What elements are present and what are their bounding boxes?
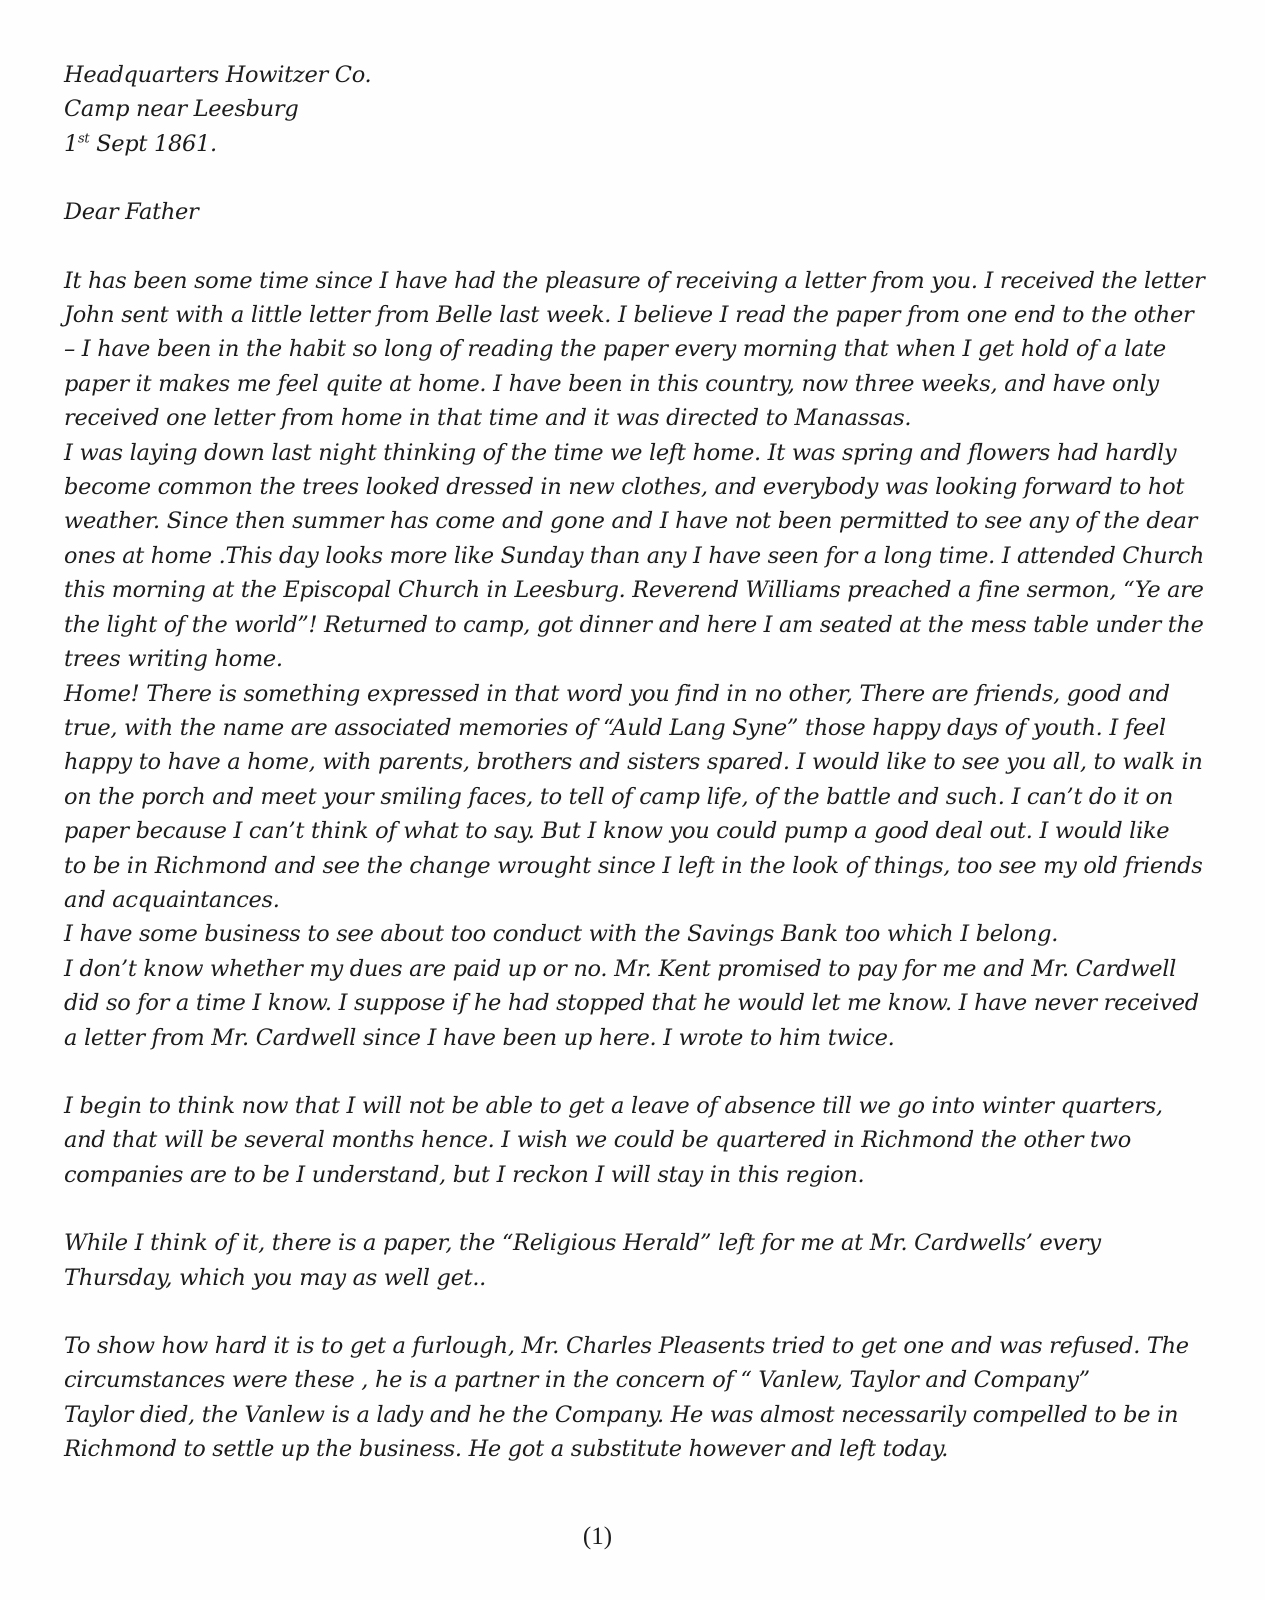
letter-date — [64, 127, 1204, 161]
spacer — [64, 230, 1204, 264]
text-line: Richmond to settle up the business. He got a substitute however and left today. — [64, 1436, 949, 1463]
text-line: on the porch and meet your smiling faces, to tell of camp life, of the battle and such. I can’t do it on — [64, 783, 1174, 810]
page-number — [0, 1523, 1265, 1551]
text-line: paper because I can’t think of what to say. But I know you could pump a good deal out. I would like — [64, 818, 1170, 845]
text-line: Home! There is something expressed in that word you find in no other, There are friends, good and — [64, 680, 1170, 707]
text-line: paper it makes me feel quite at home. I have been in this country, now three weeks, and have only — [64, 370, 1159, 397]
text-line: happy to have a home, with parents, brothers and sisters spared. I would like to see you all, to walk in — [64, 749, 1203, 776]
paragraph — [64, 264, 1204, 436]
text-line: trees writing home. — [64, 646, 283, 673]
text-line: To show how hard it is to get a furlough, Mr. Charles Pleasents tried to get one and was refused. The — [64, 1333, 1189, 1359]
salutation: Dear Father — [64, 199, 199, 226]
text-line: did so for a time I know. I suppose if he had stopped that he would let me know. I have never received — [64, 990, 1199, 1017]
text-line: and acquaintances. — [64, 886, 280, 913]
date-suffix: st — [78, 131, 90, 147]
text-line: – I have been in the habit so long of reading the paper every morning that when I get hold of a late — [64, 336, 1166, 363]
text-line: ones at home .This day looks more like Sunday than any I have seen for a long time. I attended Church — [64, 542, 1205, 569]
text-line: I have some business to see about too conduct with the Savings Bank too which I belong. — [64, 921, 1059, 948]
text-line: this morning at the Episcopal Church in Leesburg. Reverend Williams preached a fine sermon, “Ye are — [64, 577, 1204, 604]
date-day: 1 — [64, 130, 79, 157]
text-line: It has been some time since I have had the pleasure of receiving a letter from you. I received the letter — [64, 267, 1205, 294]
paragraph — [64, 677, 1204, 918]
letter-heading-line-2: Camp near Leesburg — [64, 96, 299, 123]
paragraph — [64, 1089, 1204, 1192]
text-line: Thursday, which you may as well get.. — [64, 1264, 487, 1291]
text-line: and that will be several months hence. I wish we could be quartered in Richmond the other two — [64, 1127, 1131, 1154]
text-line: a letter from Mr. Cardwell since I have been up here. I wrote to him twice. — [64, 1024, 895, 1051]
letter-body — [64, 58, 1204, 1467]
text-line: companies are to be I understand, but I reckon I will stay in this region. — [64, 1161, 865, 1188]
paragraph — [64, 917, 1204, 1055]
text-line: I don’t know whether my dues are paid up or no. Mr. Kent promised to pay for me and Mr. Cardwell — [64, 955, 1177, 982]
letter-heading-line-1: Headquarters Howitzer Co. — [64, 62, 372, 88]
spacer — [64, 1055, 1204, 1089]
spacer — [64, 1295, 1204, 1329]
text-line: While I think of it, there is a paper, the “Religious Herald” left for me at Mr. Cardwells’ every — [64, 1230, 1101, 1257]
text-line: John sent with a little letter from Belle last week. I believe I read the paper from one end to the other — [64, 302, 1194, 329]
paragraph — [64, 1329, 1204, 1467]
text-line: become common the trees looked dressed in new clothes, and everybody was looking forward to hot — [64, 474, 1185, 501]
spacer — [64, 161, 1204, 195]
text-line: weather. Since then summer has come and gone and I have not been permitted to see any of the dear — [64, 508, 1198, 535]
text-line: I was laying down last night thinking of the time we left home. It was spring and flowers had hardly — [64, 439, 1177, 466]
paragraph — [64, 1226, 1204, 1295]
text-line: I begin to think now that I will not be able to get a leave of absence till we go into winter quarters, — [64, 1092, 1163, 1119]
text-line: the light of the world”! Returned to camp, got dinner and here I am seated at the mess table under the — [64, 611, 1204, 638]
text-line: received one letter from home in that time and it was directed to Manassas. — [64, 405, 912, 432]
paragraph — [64, 436, 1204, 677]
text-line: to be in Richmond and see the change wrought since I left in the look of things, too see my old friends — [64, 852, 1203, 879]
page-number-label: (1) — [582, 1523, 613, 1550]
date-rest: Sept 1861. — [89, 130, 217, 157]
spacer — [64, 1192, 1204, 1226]
text-line: Taylor died, the Vanlew is a lady and he the Company. He was almost necessarily compelled to be in — [64, 1401, 1179, 1428]
text-line: circumstances were these , he is a partner in the concern of “ Vanlew, Taylor and Company” — [64, 1367, 1090, 1394]
text-line: true, with the name are associated memories of “Auld Lang Syne” those happy days of youth. I feel — [64, 714, 1166, 741]
